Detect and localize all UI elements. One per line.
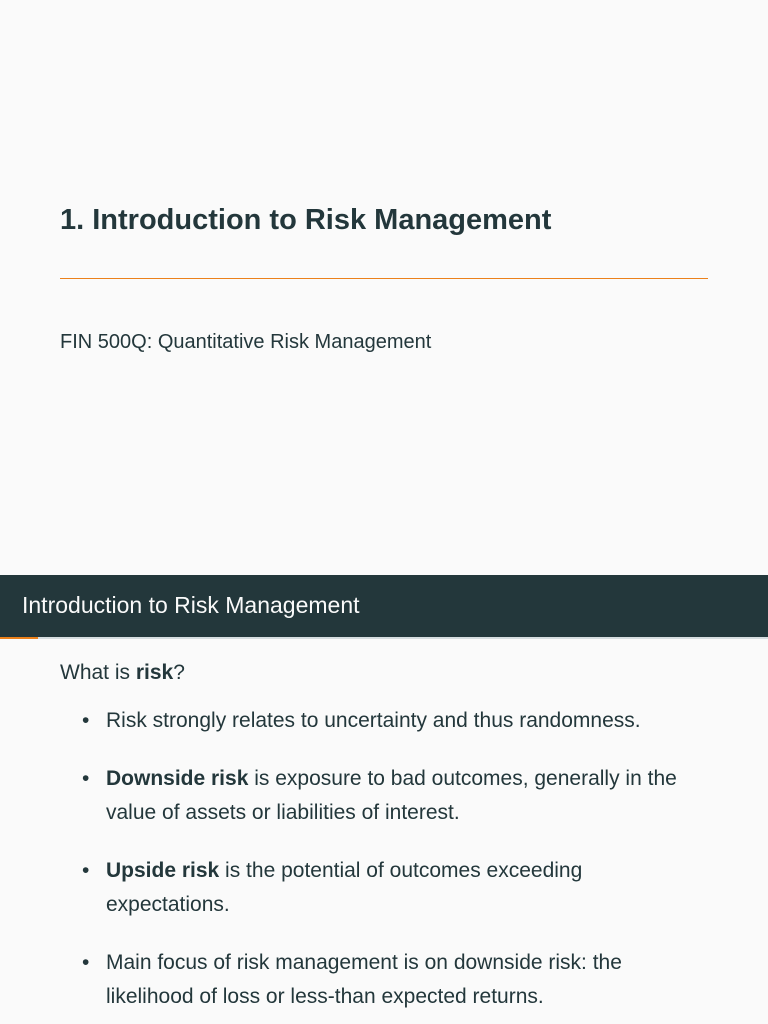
progress-fill [0, 637, 38, 639]
question-prefix: What is [60, 661, 136, 684]
frame-content [60, 656, 710, 1024]
list-item [60, 854, 710, 922]
bullet-text: Risk strongly relates to uncertainty and thus randomness. [106, 709, 641, 732]
frame-title: Introduction to Risk Management [22, 592, 360, 618]
course-subtitle: FIN 500Q: Quantitative Risk Management [60, 331, 432, 353]
bullet-text: is the potential of outcomes exceeding expectations. [106, 859, 583, 916]
title-divider [60, 278, 708, 279]
bullet-list [60, 704, 710, 1014]
question-keyword: risk [135, 661, 174, 684]
bullet-text: Main focus of risk management is on downside risk: the likelihood of loss or less-than expected returns. [106, 951, 622, 1008]
slide-title: 1. Introduction to Risk Management [60, 204, 552, 236]
frame-header-bar [0, 575, 768, 637]
bullet-icon: • [82, 767, 90, 790]
list-item [60, 946, 710, 1014]
bullet-text: is exposure to bad outcomes, generally in the value of assets or liabilities of interest. [106, 767, 677, 824]
question-suffix: ? [173, 661, 185, 684]
question-text [60, 656, 710, 690]
list-item [60, 762, 710, 830]
bullet-icon: • [82, 951, 90, 974]
list-item [60, 704, 710, 738]
bullet-icon: • [82, 709, 90, 732]
progress-bar [0, 637, 768, 639]
bullet-bold: Upside risk [106, 859, 220, 882]
bullet-icon: • [82, 859, 90, 882]
bullet-bold: Downside risk [106, 767, 249, 790]
